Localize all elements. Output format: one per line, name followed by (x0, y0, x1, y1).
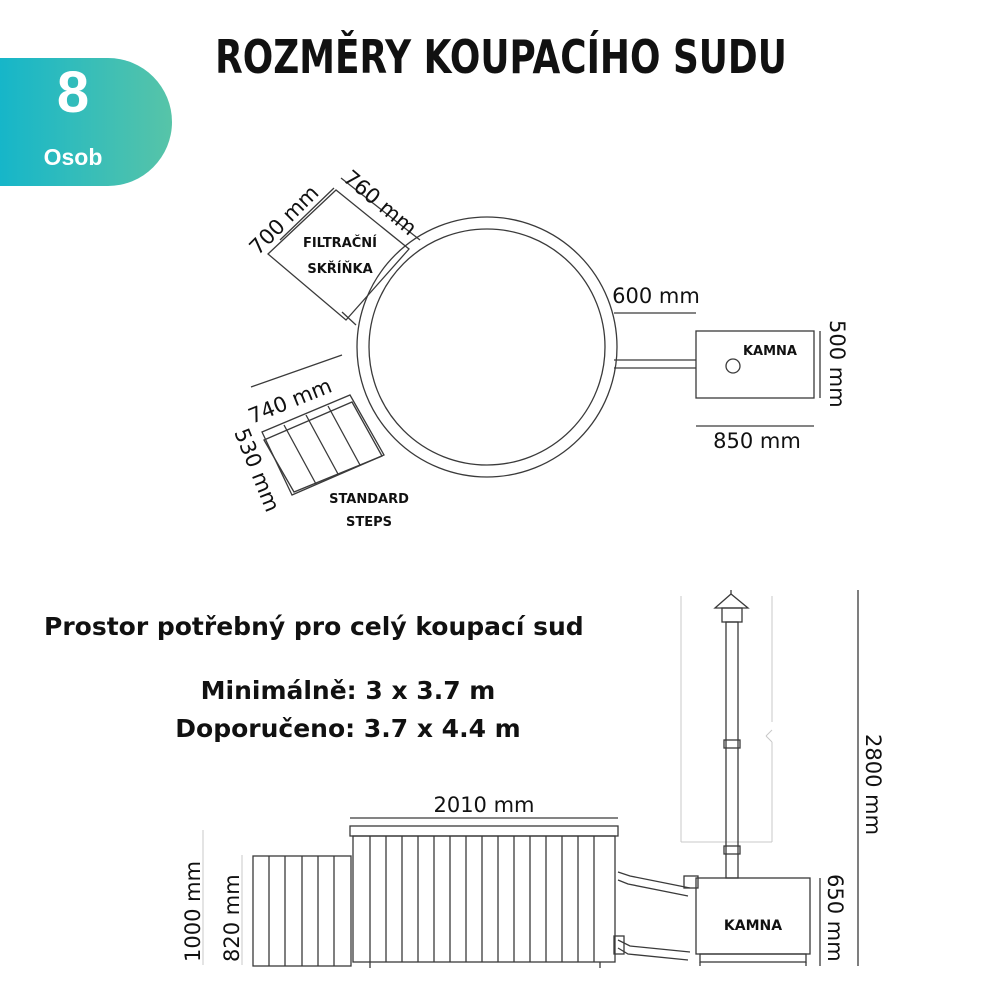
steps-height-dim: 820 mm (220, 874, 244, 962)
stove-width-dim: 850 mm (713, 429, 801, 453)
space-minimum: Minimálně: 3 x 3.7 m (200, 676, 496, 705)
filter-box-label-1: FILTRAČNÍ (302, 236, 378, 251)
tub-side-outline (350, 818, 618, 968)
page-title: ROZMĚRY KOUPACÍHO SUDU (215, 30, 787, 84)
chimney-outline (715, 590, 748, 878)
steps-label-1: STANDARD (329, 492, 409, 507)
filter-box-dim-b: 760 mm (338, 165, 422, 241)
persons-count: 8 (56, 60, 90, 125)
steps-label-2: STEPS (345, 515, 393, 530)
filter-box-dim-a: 700 mm (244, 180, 324, 260)
space-recommended: Doporučeno: 3.7 x 4.4 m (175, 714, 521, 743)
pipes-outline (614, 872, 698, 960)
stove-side-label: KAMNA (723, 918, 783, 934)
tub-height-dim: 1000 mm (181, 860, 205, 962)
stove-distance-dim: 600 mm (612, 284, 700, 308)
guide-lines (203, 596, 772, 965)
steps-depth-dim: 530 mm (229, 424, 285, 516)
tub-length-dim: 2010 mm (433, 793, 535, 817)
stove-height-dim: 500 mm (825, 320, 849, 408)
stove-top-label: KAMNA (742, 344, 798, 359)
tub-top-view (357, 217, 617, 477)
chimney-height-dim: 2800 mm (861, 734, 885, 836)
stove-top-outline (614, 313, 820, 426)
space-heading: Prostor potřebný pro celý koupací sud (44, 612, 584, 641)
filter-box-label-2: SKŘÍŇKA (307, 262, 373, 277)
steps-side-outline (253, 856, 351, 966)
steps-width-dim: 740 mm (244, 373, 336, 429)
persons-label: Osob (43, 144, 103, 170)
stove-side-height-dim: 650 mm (823, 874, 847, 962)
